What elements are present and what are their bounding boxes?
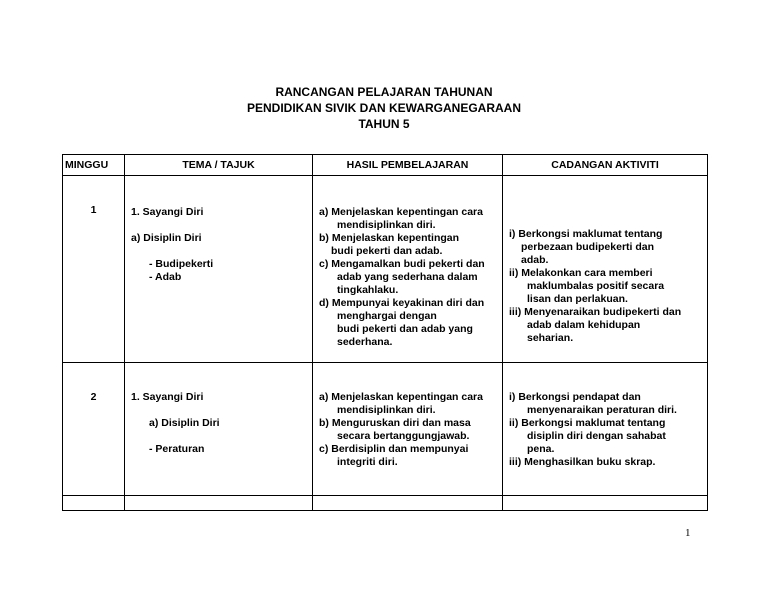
aktiviti-item: ii) Berkongsi maklumat tentang <box>509 417 666 429</box>
title-line-1: RANCANGAN PELAJARAN TAHUNAN <box>275 85 493 99</box>
tema-item: a) Disiplin Diri <box>131 232 202 244</box>
minggu-cell <box>63 176 125 363</box>
hasil-item: integriti diri. <box>337 456 398 468</box>
aktiviti-cell <box>503 176 708 363</box>
tema-item: - Adab <box>149 271 182 283</box>
aktiviti-item: lisan dan perlakuan. <box>527 293 628 305</box>
hasil-item: menghargai dengan <box>337 310 437 322</box>
hasil-item: adab yang sederhana dalam <box>337 271 478 283</box>
aktiviti-cell <box>503 363 708 496</box>
hasil-cell <box>313 363 503 496</box>
aktiviti-item: iii) Menyenaraikan budipekerti dan <box>509 306 682 318</box>
hasil-item: c) Berdisiplin dan mempunyai <box>319 443 469 455</box>
aktiviti-item: pena. <box>527 443 555 455</box>
hasil-cell <box>313 176 503 363</box>
aktiviti-item: perbezaan budipekerti dan <box>521 241 655 253</box>
hasil-item: budi pekerti dan adab. <box>331 245 443 257</box>
hasil-item: sederhana. <box>337 336 393 348</box>
tema-item: - Peraturan <box>149 443 205 455</box>
hasil-item: c) Mengamalkan budi pekerti dan <box>319 258 485 270</box>
hasil-item: a) Menjelaskan kepentingan cara <box>319 391 483 403</box>
aktiviti-item: disiplin diri dengan sahabat <box>527 430 666 442</box>
aktiviti-item: i) Berkongsi maklumat tentang <box>509 228 663 240</box>
hasil-item: b) Menjelaskan kepentingan <box>319 232 460 244</box>
title-line-2: PENDIDIKAN SIVIK DAN KEWARGANEGARAAN <box>246 101 521 115</box>
table-header-row <box>63 155 708 176</box>
column-header-minggu: MINGGU <box>63 155 125 176</box>
page-number: 1 <box>685 527 691 539</box>
hasil-item: mendisiplinkan diri. <box>337 219 436 231</box>
week-number: 2 <box>90 391 97 403</box>
tema-cell <box>125 363 313 496</box>
aktiviti-item: menyenaraikan peraturan diri. <box>527 404 677 416</box>
aktiviti-item: i) Berkongsi pendapat dan <box>509 391 641 403</box>
aktiviti-item: iii) Menghasilkan buku skrap. <box>509 456 656 468</box>
tema-item: a) Disiplin Diri <box>149 417 220 429</box>
minggu-cell <box>63 363 125 496</box>
tema-cell <box>125 176 313 363</box>
column-header-hasil: HASIL PEMBELAJARAN <box>313 155 503 176</box>
hasil-item: tingkahlaku. <box>337 284 399 296</box>
hasil-item: d) Mempunyai keyakinan diri dan <box>319 297 485 309</box>
table-row <box>63 176 708 363</box>
empty-cell <box>63 496 125 511</box>
aktiviti-item: seharian. <box>527 332 574 344</box>
table-row <box>63 363 708 496</box>
hasil-item: b) Menguruskan diri dan masa <box>319 417 471 429</box>
aktiviti-item: adab dalam kehidupan <box>527 319 641 331</box>
hasil-item: budi pekerti dan adab yang <box>337 323 473 335</box>
lesson-plan-table <box>62 154 708 511</box>
empty-cell <box>313 496 503 511</box>
tema-item: 1. Sayangi Diri <box>131 391 204 403</box>
hasil-item: secara bertanggungjawab. <box>337 430 470 442</box>
hasil-item: mendisiplinkan diri. <box>337 404 436 416</box>
aktiviti-item: maklumbalas positif secara <box>527 280 665 292</box>
aktiviti-item: adab. <box>521 254 549 266</box>
week-number: 1 <box>90 204 97 216</box>
empty-cell <box>503 496 708 511</box>
table-row-empty <box>63 496 708 511</box>
empty-cell <box>125 496 313 511</box>
column-header-aktiviti: CADANGAN AKTIVITI <box>503 155 708 176</box>
tema-item: - Budipekerti <box>149 258 214 270</box>
aktiviti-item: ii) Melakonkan cara memberi <box>509 267 653 279</box>
column-header-tema: TEMA / TAJUK <box>125 155 313 176</box>
title-line-3: TAHUN 5 <box>358 117 410 131</box>
hasil-item: a) Menjelaskan kepentingan cara <box>319 206 483 218</box>
tema-item: 1. Sayangi Diri <box>131 206 204 218</box>
